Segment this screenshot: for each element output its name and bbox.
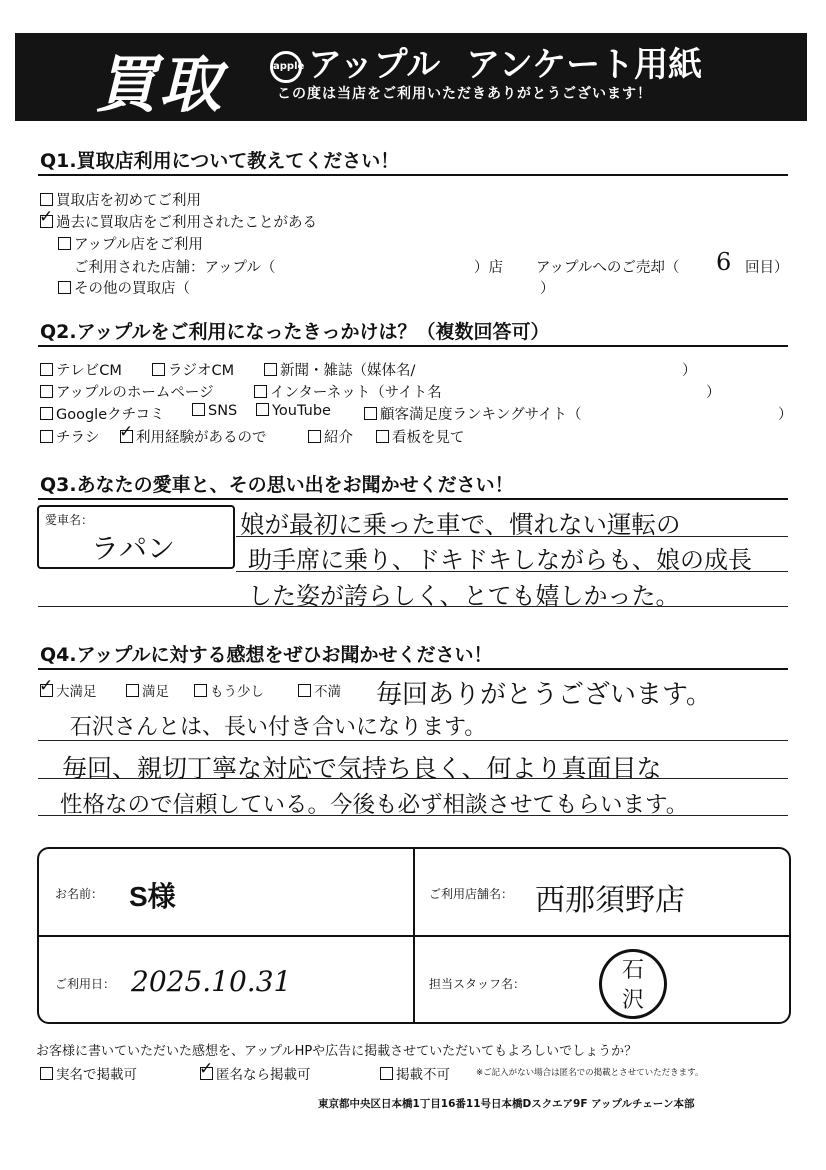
checkbox-checked[interactable]: [120, 430, 133, 443]
q1-rule: [38, 174, 788, 176]
q2-close-3: ）: [778, 407, 793, 423]
checkbox[interactable]: [254, 385, 267, 398]
checkbox[interactable]: [40, 385, 53, 398]
card-divider-horizontal: [39, 935, 789, 937]
checkbox[interactable]: [194, 684, 207, 697]
q4-rule: [38, 668, 788, 670]
brand-title: [270, 37, 702, 86]
q1-count-suffix: 回目）: [745, 260, 789, 276]
car-name-value: ラパン: [91, 532, 176, 565]
answer-line: [38, 815, 788, 816]
checkbox-checked[interactable]: [40, 215, 53, 228]
publish-anonymous[interactable]: [200, 1063, 311, 1083]
q1-count-value[interactable]: 6: [716, 248, 732, 276]
q4-answer-line-0: 毎回ありがとうございます。: [376, 680, 712, 710]
option-label: 買取店を初めてご利用: [56, 193, 201, 209]
checkbox[interactable]: [40, 407, 53, 420]
q3-answer-line-3: した姿が誇らしく、とても嬉しかった。: [248, 582, 680, 610]
seal-character: 沢: [621, 988, 644, 1013]
q4-answer-line-3: 性格なので信頼している。今後も必ず相談させてもらいます。: [60, 792, 689, 818]
publish-permission-question: お客様に書いていただいた感想を、アップルHPや広告に掲載させていただいてもよろしいでしょうか？: [36, 1044, 638, 1059]
answer-line: [38, 778, 788, 779]
checkbox[interactable]: [40, 1067, 53, 1080]
q3-answer-line-1: 娘が最初に乗った車で、慣れない運転の: [240, 510, 681, 539]
option-label: 不満: [314, 684, 341, 700]
checkbox[interactable]: [192, 403, 205, 416]
answer-line: [38, 740, 788, 741]
option-label: アップルのホームページ: [56, 385, 214, 401]
option-label: もう少し: [210, 684, 264, 700]
option-label: その他の買取店（: [74, 281, 190, 297]
q2-rule: [38, 345, 788, 347]
customer-info-card: [37, 847, 791, 1024]
q2-option-magazine[interactable]: [264, 359, 415, 380]
staff-label: 担当スタッフ名：: [429, 977, 526, 991]
q2-title: Q2.アップルをご利用になったきっかけは？（複数回答可）: [40, 321, 550, 343]
q2-option-experience[interactable]: [120, 426, 267, 447]
option-label: 利用経験があるので: [136, 430, 267, 446]
kaitori-logo: 買取: [95, 48, 224, 121]
q2-option-tvcm[interactable]: [40, 359, 122, 380]
checkbox[interactable]: [380, 1067, 393, 1080]
q4-title: Q4.アップルに対する感想をぜひお聞かせください！: [40, 644, 493, 666]
q1-store-suffix: ）店: [474, 260, 503, 276]
checkbox[interactable]: [40, 193, 53, 206]
publish-real-name[interactable]: [40, 1063, 137, 1083]
option-label: SNS: [208, 403, 238, 419]
option-label: YouTube: [272, 403, 331, 419]
q1-other-close: ）: [540, 281, 555, 297]
q1-option-first[interactable]: [40, 189, 201, 210]
checkbox[interactable]: [264, 363, 277, 376]
q2-option-homepage[interactable]: [40, 381, 214, 402]
option-label: 満足: [142, 684, 169, 700]
option-label: テレビCM: [56, 363, 122, 379]
usage-date-value[interactable]: 2025.10.31: [131, 965, 292, 998]
name-label: お名前：: [55, 887, 104, 901]
checkbox[interactable]: [152, 363, 165, 376]
option-label: Googleクチコミ: [56, 407, 165, 423]
option-label: アップル店をご利用: [74, 237, 203, 253]
q2-option-referral[interactable]: [308, 426, 353, 447]
company-address: 東京都中央区日本橋1丁目16番11号日本橋Dスクエア9F アップルチェーン本部: [318, 1098, 695, 1110]
publish-not-allowed[interactable]: [380, 1063, 450, 1083]
q2-option-signboard[interactable]: [376, 426, 465, 447]
option-label: ラジオCM: [168, 363, 235, 379]
header-subtitle: この度は当店をご利用いただきありがとうございます！: [277, 86, 652, 102]
checkbox[interactable]: [126, 684, 139, 697]
q1-option-past[interactable]: [40, 211, 317, 232]
option-label: 掲載不可: [396, 1067, 450, 1083]
q1-option-apple[interactable]: [58, 233, 203, 254]
seal-character: 石: [621, 958, 644, 983]
q1-store-label: ご利用された店舗：アップル（: [74, 260, 276, 276]
checkbox[interactable]: [376, 430, 389, 443]
checkbox[interactable]: [298, 684, 311, 697]
answer-line: [236, 571, 788, 572]
publish-note: ※ご記入がない場合は匿名での掲載とさせていただきます。: [476, 1068, 704, 1078]
q1-option-other[interactable]: [58, 277, 190, 298]
car-name-box[interactable]: [37, 505, 235, 569]
checkbox[interactable]: [308, 430, 321, 443]
q2-option-google[interactable]: [40, 403, 165, 424]
checkbox[interactable]: [364, 407, 377, 420]
q2-option-youtube[interactable]: [256, 403, 331, 419]
q3-answer-line-2: 助手席に乗り、ドキドキしながらも、娘の成長: [248, 546, 752, 574]
q2-option-sns[interactable]: [192, 403, 237, 419]
q2-option-radiocm[interactable]: [152, 359, 234, 380]
header-banner: [15, 33, 807, 121]
option-label: チラシ: [56, 430, 100, 446]
checkbox-checked[interactable]: [200, 1067, 213, 1080]
q2-option-internet[interactable]: [254, 381, 442, 402]
q4-answer-line-1: 石沢さんとは、長い付き合いになります。: [70, 715, 487, 740]
name-value[interactable]: S様: [129, 881, 176, 912]
checkbox[interactable]: [40, 363, 53, 376]
q4-answer-line-2: 毎回、親切丁寧な対応で気持ち良く、何より真面目な: [62, 754, 662, 783]
car-name-label: 愛車名：: [45, 513, 94, 527]
option-label: 実名で掲載可: [56, 1067, 137, 1083]
checkbox[interactable]: [58, 281, 71, 294]
q2-option-flyer[interactable]: [40, 426, 100, 447]
option-label: 大満足: [56, 684, 97, 700]
checkbox[interactable]: [256, 403, 269, 416]
checkbox[interactable]: [58, 237, 71, 250]
option-label: 顧客満足度ランキングサイト（: [380, 407, 582, 423]
q2-close-2: ）: [706, 385, 721, 401]
option-label: 過去に買取店をご利用されたことがある: [56, 215, 317, 231]
apple-logo-icon: apple: [270, 51, 302, 83]
option-label: インターネット（サイト名: [270, 385, 442, 401]
store-name-label: ご利用店舗名：: [429, 887, 514, 901]
brand-name: アップル: [308, 45, 441, 85]
q2-close-1: ）: [682, 363, 697, 379]
option-label: 新聞・雑誌（媒体名/: [280, 363, 416, 379]
option-label: 匿名なら掲載可: [216, 1067, 311, 1083]
answer-line: [236, 536, 788, 537]
option-label: 紹介: [324, 430, 353, 446]
option-label: 看板を見て: [392, 430, 465, 446]
checkbox[interactable]: [40, 430, 53, 443]
q1-count-label: アップルへのご売却（: [536, 260, 680, 276]
answer-line: [38, 606, 788, 607]
q4-option-little-more[interactable]: [194, 680, 264, 700]
q3-rule: [38, 498, 788, 500]
store-name-value[interactable]: 西那須野店: [535, 883, 685, 918]
checkbox-checked[interactable]: [40, 684, 53, 697]
q3-title: Q3.あなたの愛車と、その思い出をお聞かせください！: [40, 474, 514, 496]
survey-title: アンケート用紙: [466, 45, 703, 85]
q4-option-satisfied[interactable]: [126, 680, 169, 700]
q4-option-dissatisfied[interactable]: [298, 680, 341, 700]
q4-option-very-satisfied[interactable]: [40, 680, 97, 700]
q1-title: Q1.買取店利用について教えてください！: [40, 150, 400, 172]
q2-option-ranking[interactable]: [364, 403, 582, 424]
staff-seal-stamp: [599, 949, 667, 1019]
usage-date-label: ご利用日：: [55, 977, 116, 991]
